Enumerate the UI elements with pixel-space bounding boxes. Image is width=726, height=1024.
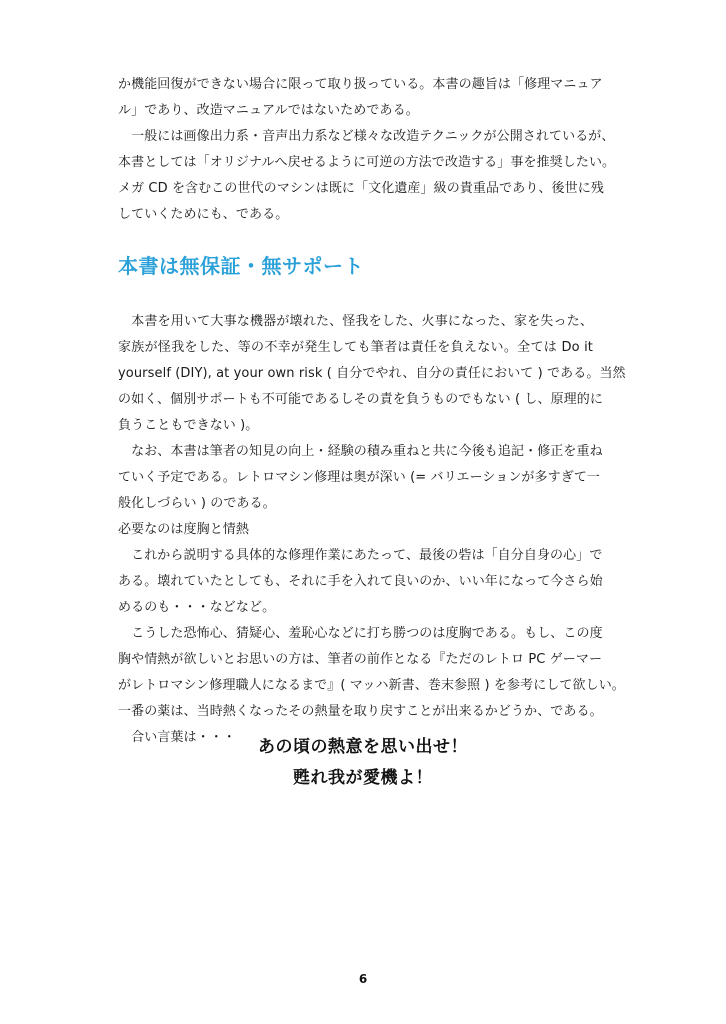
intro-paragraphs [118, 72, 616, 228]
text-line: yourself (DIY), at your own risk ( 自分でやれ、自分の責任において ) である。当然 [118, 366, 626, 381]
page-number: 6 [358, 972, 368, 986]
text-line: 一番の薬は、当時熱くなったその熱量を取り戻すことが出来るかどうか、である。 [118, 704, 603, 719]
text-line: ル」であり、改造マニュアルではないためである。 [118, 103, 419, 118]
text-line: の如く、個別サポートも不可能であるしその責を負うものでもない ( し、原理的に [118, 392, 603, 407]
text-line: 般化しづらい ) のである。 [118, 496, 276, 511]
text-line: メガ CD を含むこの世代のマシンは既に「文化遺産」級の貴重品であり、後世に残 [118, 181, 604, 196]
text-line: なお、本書は筆者の知見の向上・経験の積み重ねと共に今後も追記・修正を重ね [118, 444, 603, 459]
text-line: これから説明する具体的な修理作業にあたって、最後の砦は「自分自身の心」で [118, 548, 603, 563]
slogan-line-1: あの頃の熱意を思い出せ！ [258, 737, 468, 757]
text-line: 合い言葉は・・・ [118, 730, 236, 745]
text-line: 本書を用いて大事な機器が壊れた、怪我をした、火事になった、家を失った、 [118, 314, 593, 329]
text-line: ある。壊れていたとしても、それに手を入れて良いのか、いい年になって今さら始 [118, 574, 603, 589]
text-line: か機能回復ができない場合に限って取り扱っている。本書の趣旨は「修理マニュア [118, 77, 603, 92]
slogan-line-2: 甦れ我が愛機よ！ [293, 768, 433, 788]
text-line: 負うこともできない )。 [118, 418, 259, 433]
text-line: 一般には画像出力系・音声出力系など様々な改造テクニックが公開されているが、 [118, 129, 615, 144]
section-heading: 本書は無保証・無サポート [118, 254, 364, 278]
text-line: 家族が怪我をした、等の不幸が発生しても筆者は責任を負えない。全ては Do it [118, 340, 593, 355]
text-line: こうした恐怖心、猜疑心、羞恥心などに打ち勝つのは度胸である。もし、この度 [118, 626, 603, 641]
body-paragraphs [118, 309, 626, 751]
text-line: がレトロマシン修理職人になるまで』( マッハ新書、巻末参照 ) を参考にして欲しい。 [118, 678, 625, 693]
text-line: 胸や情熱が欲しいとお思いの方は、筆者の前作となる『ただのレトロ PC ゲーマー [118, 652, 603, 667]
text-line: 本書としては「オリジナルへ戻せるように可逆の方法で改造する」事を推奨したい。 [118, 155, 616, 170]
text-line: していくためにも、である。 [118, 207, 289, 222]
text-line: ていく予定である。レトロマシン修理は奥が深い (= バリエーションが多すぎて一 [118, 470, 601, 485]
subheading-line: 必要なのは度胸と情熱 [118, 522, 250, 537]
text-line: めるのも・・・などなど。 [118, 600, 276, 615]
